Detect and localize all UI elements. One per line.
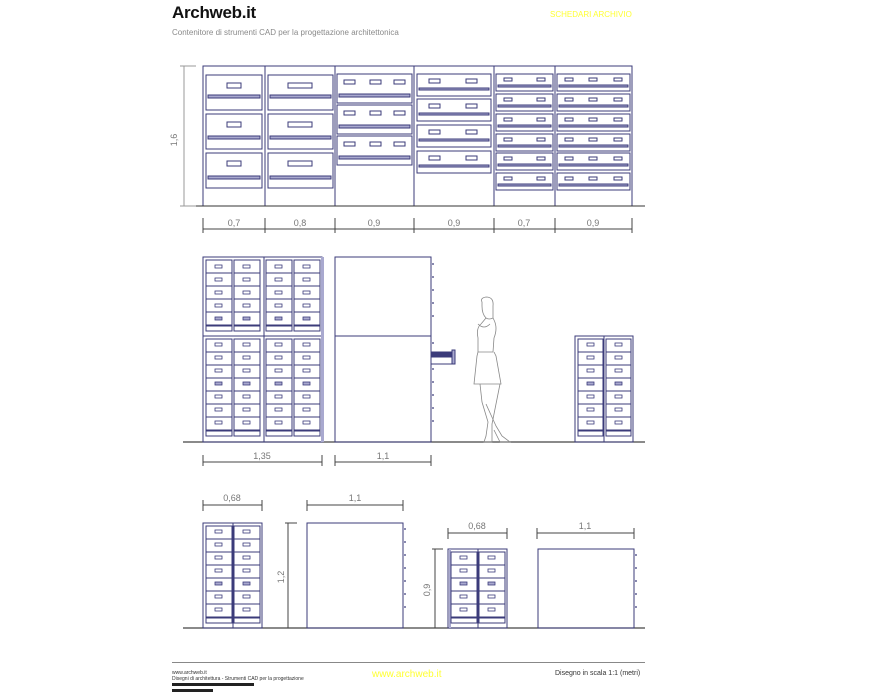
width-dim: 0,8	[293, 218, 307, 228]
footer-site-small: www.archweb.it	[172, 670, 207, 676]
middle-dimensions	[203, 455, 431, 466]
width-dim: 0,68	[468, 521, 486, 531]
height-dim: 0,9	[422, 583, 432, 597]
width-dim: 1,1	[376, 451, 390, 461]
footer-redacted-bar	[172, 689, 213, 692]
footer-divider	[172, 662, 645, 663]
top-elevation	[183, 66, 645, 206]
width-dim: 1,1	[578, 521, 592, 531]
width-dim: 1,35	[253, 451, 271, 461]
width-dim: 0,9	[447, 218, 461, 228]
brand-subtitle: Contenitore di strumenti CAD per la progettazione architettonica	[172, 28, 399, 37]
width-dim: 0,7	[517, 218, 531, 228]
footer-redacted-bar	[172, 683, 254, 686]
width-dim: 0,9	[367, 218, 381, 228]
sheet-title: SCHEDARI ARCHIVIO	[550, 10, 632, 19]
bottom-elevation	[183, 523, 645, 628]
human-figure-icon	[474, 297, 510, 442]
width-dim: 0,9	[586, 218, 600, 228]
brand-logo: Archweb.it	[172, 3, 256, 22]
middle-elevation	[183, 257, 645, 442]
height-dim-top: 1,6	[169, 133, 179, 147]
height-dim: 1,2	[276, 570, 286, 584]
footer-description-small: Disegni di architettura - Strumenti CAD per la progettazione	[172, 676, 304, 682]
footer-url-link[interactable]: www.archweb.it	[372, 669, 442, 680]
width-dim: 0,7	[227, 218, 241, 228]
width-dim: 1,1	[348, 493, 362, 503]
bottom-dimensions	[203, 500, 634, 628]
width-dim: 0,68	[223, 493, 241, 503]
footer-scale-note: Disegno in scala 1:1 (metri)	[555, 670, 641, 677]
